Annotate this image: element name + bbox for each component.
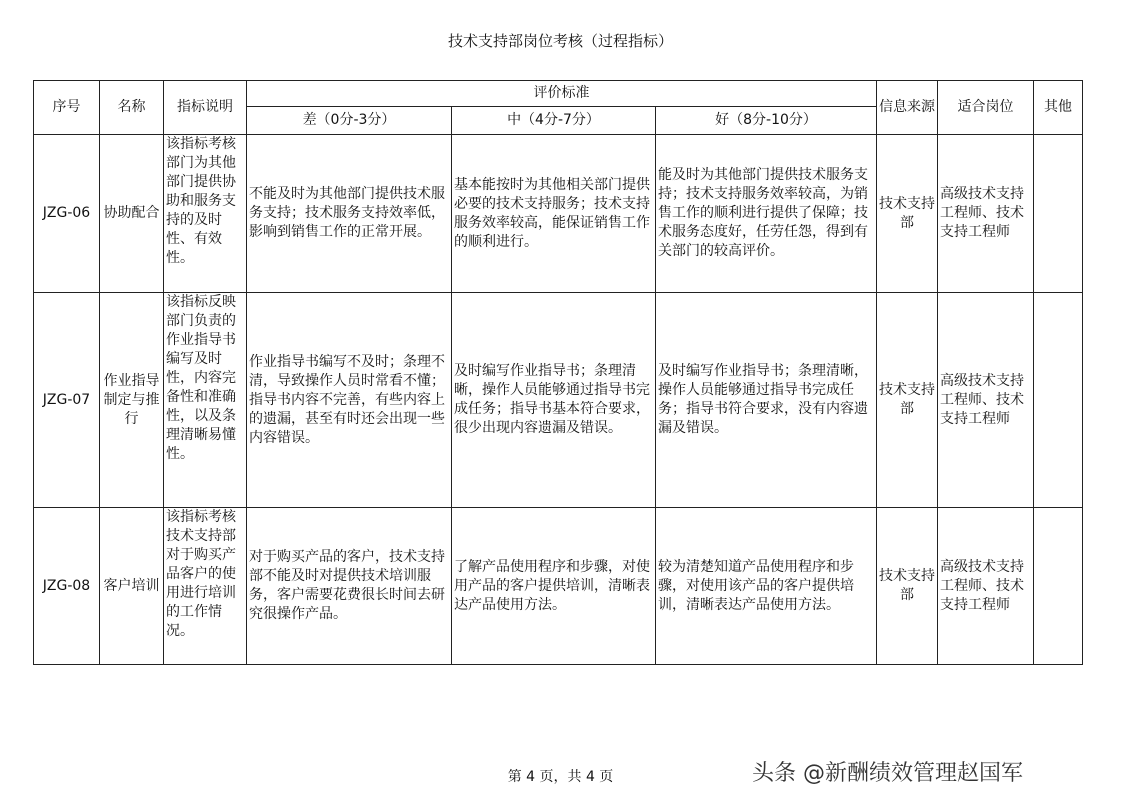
cell-good: 较为清楚知道产品使用程序和步骤，对使用该产品的客户提供培训，清晰表达产品使用方法。 xyxy=(656,508,877,665)
header-name: 名称 xyxy=(100,81,164,135)
page-number: 第 4 页，共 4 页 xyxy=(507,769,614,785)
table-row xyxy=(34,508,1083,665)
cell-desc: 该指标反映部门负责的作业指导书编写及时性，内容完备性和准确性，以及条理清晰易懂性。 xyxy=(164,293,247,508)
cell-good: 及时编写作业指导书；条理清晰，操作人员能够通过指导书完成任务；指导书符合要求，没有内容遗漏及错误。 xyxy=(656,293,877,508)
cell-desc: 该指标考核部门为其他部门提供协助和服务支持的及时性、有效性。 xyxy=(164,135,247,293)
cell-poor: 不能及时为其他部门提供技术服务支持；技术服务支持效率低，影响到销售工作的正常开展。 xyxy=(247,135,452,293)
assessment-table xyxy=(33,80,1083,665)
cell-poor: 对于购买产品的客户，技术支持部不能及时对提供技术培训服务，客户需要花费很长时间去研究很操作产品。 xyxy=(247,508,452,665)
cell-source: 技术支持部 xyxy=(877,135,938,293)
header-source: 信息来源 xyxy=(877,81,938,135)
cell-good: 能及时为其他部门提供技术服务支持；技术支持服务效率较高，为销售工作的顺利进行提供了保障；技术服务态度好，任劳任怨，得到有关部门的较高评价。 xyxy=(656,135,877,293)
cell-other xyxy=(1034,508,1083,665)
table-row xyxy=(34,135,1083,293)
header-desc: 指标说明 xyxy=(164,81,247,135)
cell-positions: 高级技术支持工程师、技术支持工程师 xyxy=(938,508,1034,665)
cell-name: 作业指导制定与推行 xyxy=(100,293,164,508)
cell-positions: 高级技术支持工程师、技术支持工程师 xyxy=(938,293,1034,508)
cell-no: JZG-08 xyxy=(34,508,100,665)
cell-name: 协助配合 xyxy=(100,135,164,293)
header-criteria: 评价标准 xyxy=(247,81,877,107)
cell-medium: 了解产品使用程序和步骤，对使用产品的客户提供培训，清晰表达产品使用方法。 xyxy=(452,508,656,665)
table-row xyxy=(34,293,1083,508)
cell-other xyxy=(1034,293,1083,508)
cell-other xyxy=(1034,135,1083,293)
cell-desc: 该指标考核技术支持部对于购买产品客户的使用进行培训的工作情况。 xyxy=(164,508,247,665)
document-title: 技术支持部岗位考核（过程指标） xyxy=(447,32,673,50)
cell-no: JZG-07 xyxy=(34,293,100,508)
header-positions: 适合岗位 xyxy=(938,81,1034,135)
header-no: 序号 xyxy=(34,81,100,135)
header-good: 好（8分-10分） xyxy=(656,107,877,135)
cell-no: JZG-06 xyxy=(34,135,100,293)
cell-source: 技术支持部 xyxy=(877,508,938,665)
header-poor: 差（0分-3分） xyxy=(247,107,452,135)
header-medium: 中（4分-7分） xyxy=(452,107,656,135)
cell-medium: 及时编写作业指导书；条理清晰，操作人员能够通过指导书完成任务；指导书基本符合要求，很少出现内容遗漏及错误。 xyxy=(452,293,656,508)
cell-medium: 基本能按时为其他相关部门提供必要的技术支持服务；技术支持服务效率较高，能保证销售工作的顺利进行。 xyxy=(452,135,656,293)
cell-name: 客户培训 xyxy=(100,508,164,665)
cell-poor: 作业指导书编写不及时；条理不清，导致操作人员时常看不懂；指导书内容不完善，有些内容上的遗漏，甚至有时还会出现一些内容错误。 xyxy=(247,293,452,508)
cell-positions: 高级技术支持工程师、技术支持工程师 xyxy=(938,135,1034,293)
cell-source: 技术支持部 xyxy=(877,293,938,508)
watermark: 头条 @新酬绩效管理赵国军 xyxy=(752,761,1023,786)
header-other: 其他 xyxy=(1034,81,1083,135)
